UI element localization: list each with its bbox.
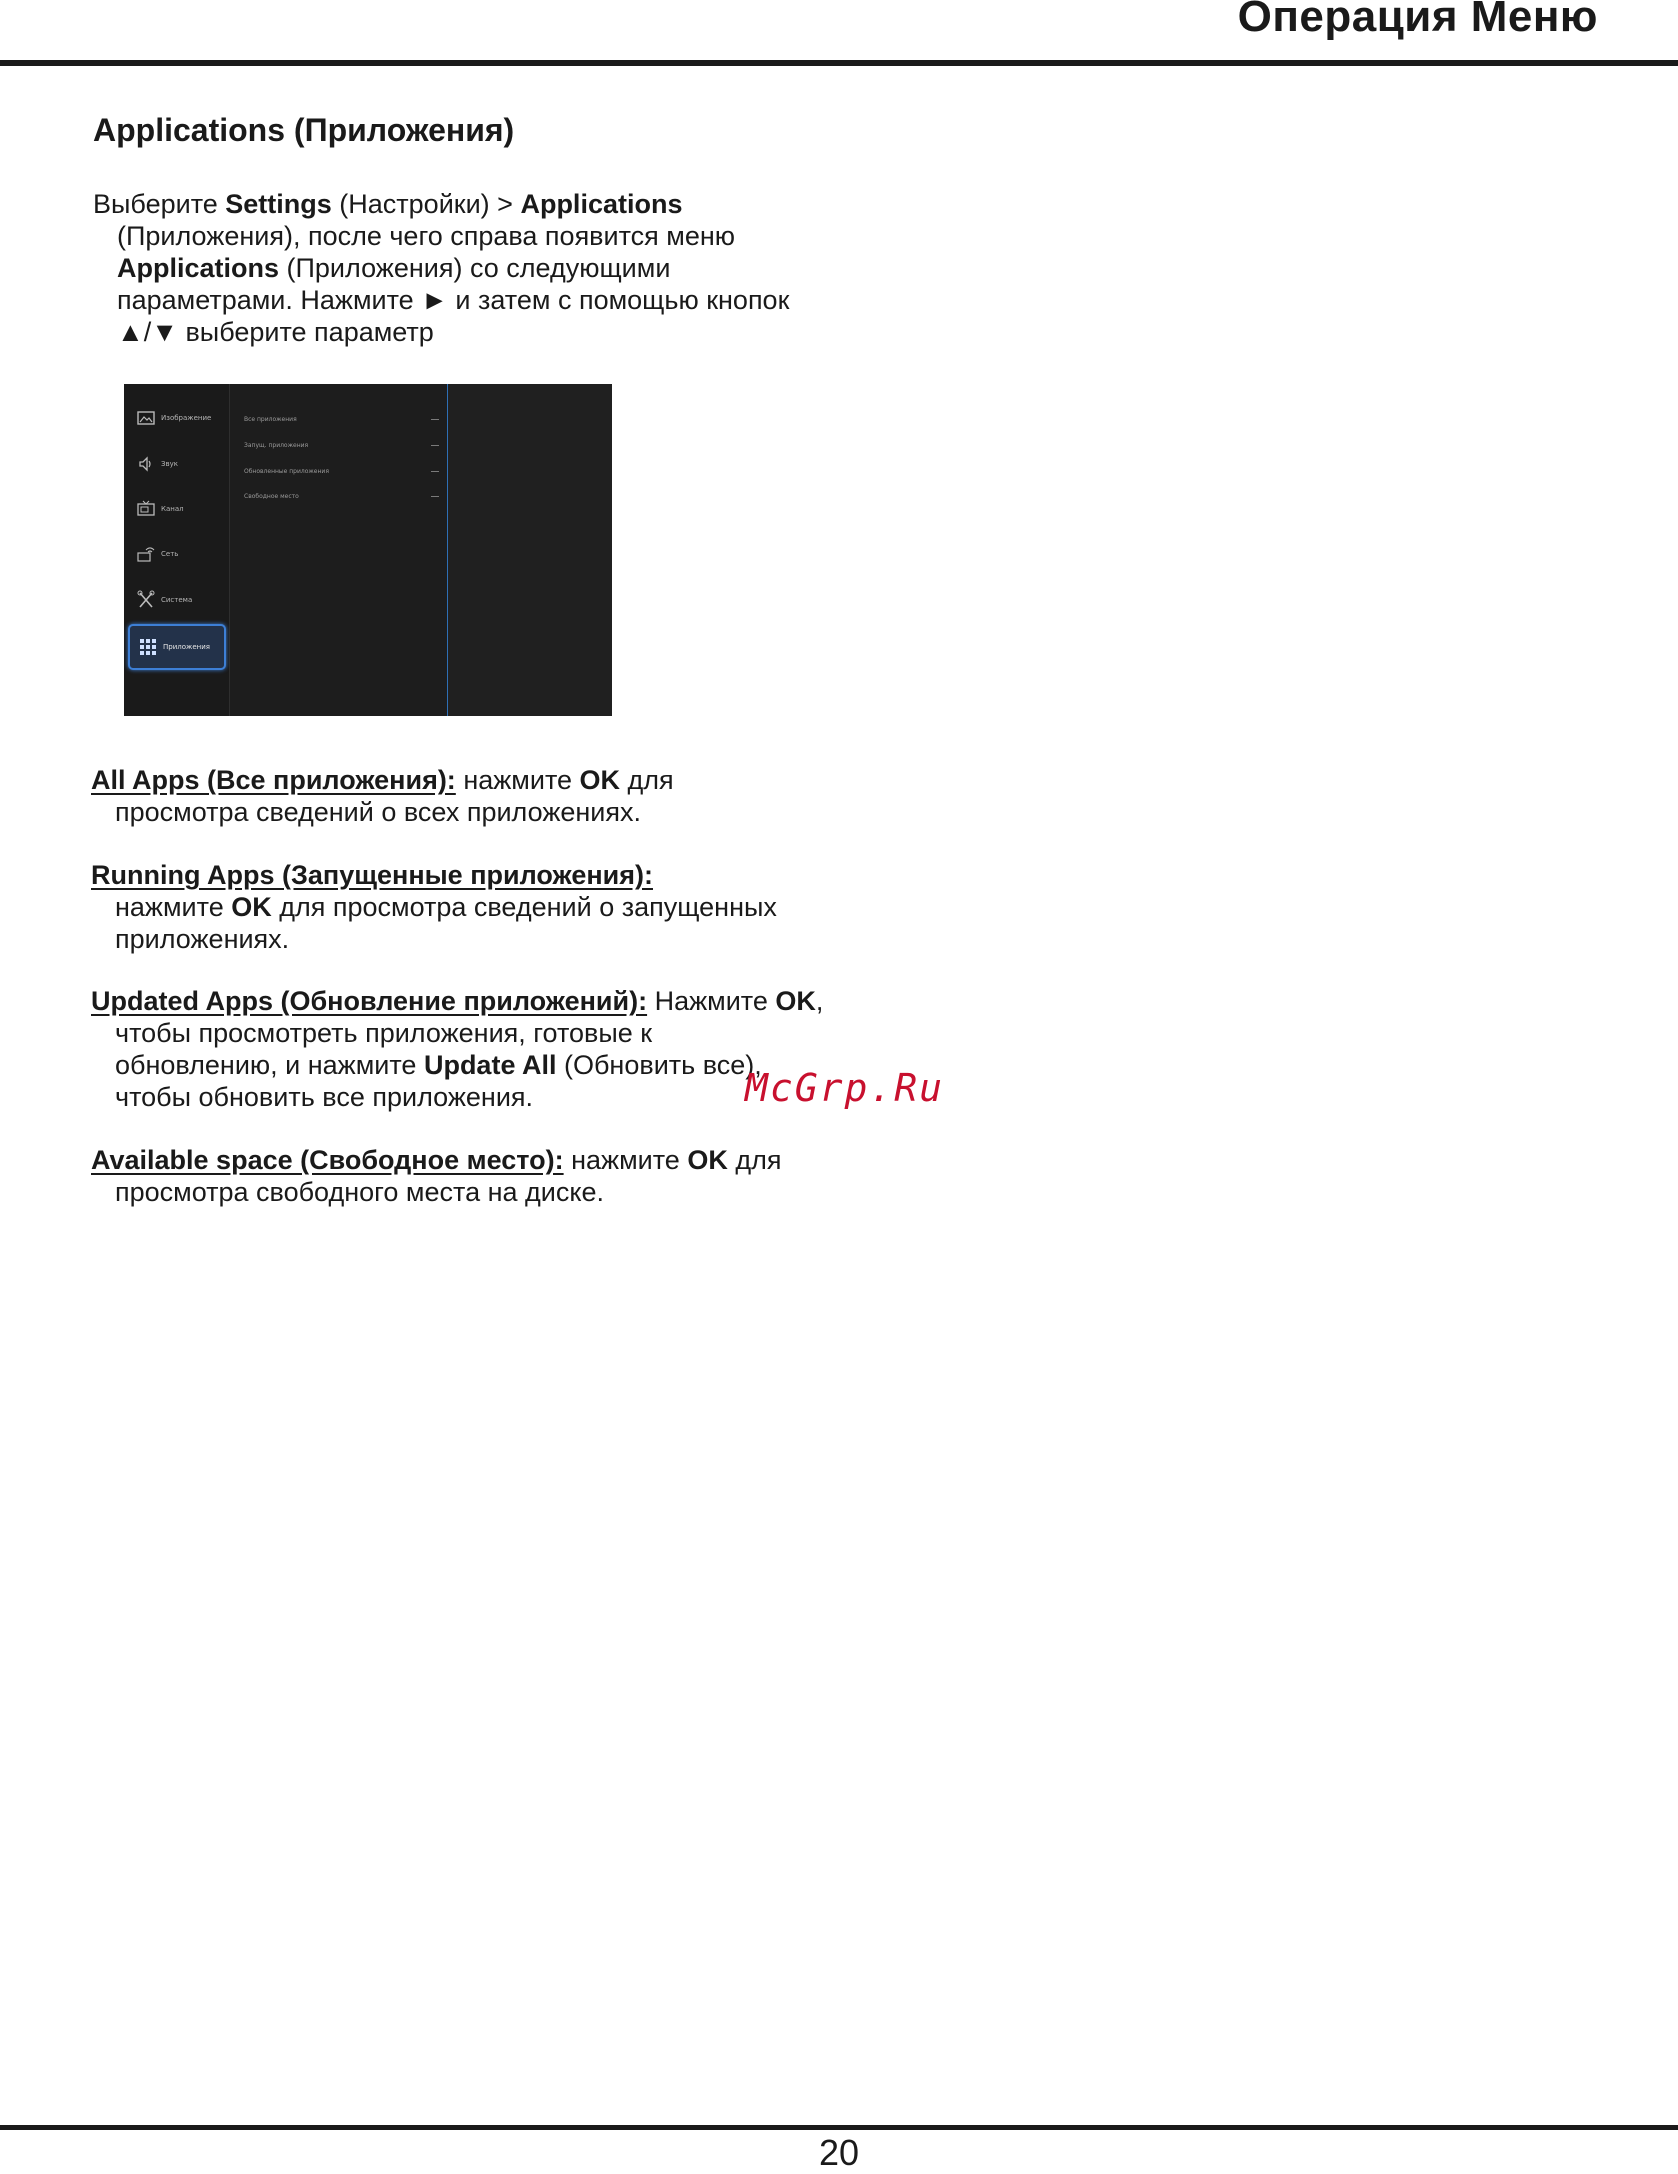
section-title: Applications (Приложения): [93, 112, 515, 148]
intro-text: Выберите: [93, 189, 226, 219]
tv-sidebar-label: Канал: [161, 505, 184, 513]
item-text: Нажмите: [647, 986, 776, 1016]
item-text: для: [620, 765, 674, 795]
updated-apps-line-4: чтобы обновить все приложения.: [115, 1082, 534, 1112]
item-text: для просмотра сведений о запущенных: [271, 892, 777, 922]
item-text: нажмите: [455, 765, 580, 795]
tv-sidebar-label: Приложения: [163, 643, 210, 651]
item-text: нажмите: [115, 892, 232, 922]
all-apps-line-1: [91, 764, 911, 796]
item-text: для: [727, 1145, 782, 1175]
intro-text: (Приложения) со следующими: [279, 253, 671, 283]
running-apps-line-2: [91, 891, 911, 923]
applications-term: Applications: [520, 189, 683, 219]
tv-sidebar-item-applications: [128, 624, 226, 670]
tools-icon: [136, 590, 156, 610]
tv-sidebar-item-sound: [128, 444, 226, 484]
settings-term: Settings: [225, 189, 332, 219]
tv-menu-preview-area: [447, 384, 612, 716]
item-text: (Обновить все),: [556, 1050, 762, 1080]
tv-option-row: [244, 412, 439, 426]
updated-apps-line-2: чтобы просмотреть приложения, готовые к: [115, 1018, 653, 1048]
watermark: McGrp.Ru: [745, 1066, 945, 1110]
tv-sidebar-label: Звук: [161, 460, 178, 468]
footer-divider: [0, 2125, 1678, 2130]
updated-apps-line-1: [91, 985, 911, 1017]
running-apps-line-3: приложениях.: [115, 924, 290, 954]
tv-option-label: Запущ. приложения: [244, 441, 309, 449]
tv-option-label: Все приложения: [244, 415, 297, 423]
tv-menu-sidebar: [124, 384, 230, 716]
tv-sidebar-item-network: [128, 534, 226, 574]
running-apps-title: Running Apps (Запущенные приложения):: [91, 860, 653, 890]
tv-menu-screenshot: [124, 384, 612, 716]
tv-sidebar-item-channel: [128, 489, 226, 529]
available-space-line-1: [91, 1144, 911, 1176]
tv-sidebar-item-picture: [128, 398, 226, 438]
available-space-item: [91, 1144, 911, 1208]
intro-line-1: [93, 188, 853, 220]
intro-line-2: (Приложения), после чего справа появится меню: [117, 221, 736, 251]
intro-line-3: [93, 252, 853, 284]
ok-term: OK: [687, 1145, 728, 1175]
available-space-title: Available space (Свободное место):: [91, 1145, 564, 1175]
all-apps-item: [91, 764, 911, 828]
header-divider: [0, 60, 1678, 66]
tv-sidebar-label: Система: [161, 596, 193, 604]
speaker-icon: [136, 454, 156, 474]
tv-option-row: [244, 464, 439, 478]
tv-option-dash: [431, 419, 439, 420]
tv-sidebar-label: Сеть: [161, 550, 179, 558]
tv-sidebar-label: Изображение: [161, 414, 212, 422]
apps-grid-icon: [138, 637, 158, 657]
ok-term: OK: [579, 765, 621, 795]
intro-line-5: ▲/▼ выберите параметр: [117, 317, 434, 347]
page-number: 20: [818, 2132, 860, 2173]
applications-term: Applications: [117, 253, 280, 283]
available-space-line-2: просмотра свободного места на диске.: [115, 1177, 604, 1207]
all-apps-title: All Apps (Все приложения):: [91, 765, 456, 795]
updated-apps-title: Updated Apps (Обновление приложений):: [91, 986, 648, 1016]
tv-option-row: [244, 489, 439, 503]
picture-icon: [136, 408, 156, 428]
network-icon: [136, 544, 156, 564]
all-apps-line-2: просмотра сведений о всех приложениях.: [115, 797, 642, 827]
tv-sidebar-item-system: [128, 580, 226, 620]
item-text: ,: [815, 986, 824, 1016]
tv-channel-icon: [136, 499, 156, 519]
tv-option-row: [244, 438, 439, 452]
update-all-term: Update All: [423, 1050, 557, 1080]
intro-line-4: параметрами. Нажмите ► и затем с помощью кнопок: [117, 285, 790, 315]
page-header-title: Операция Меню: [1237, 0, 1598, 41]
item-text: обновлению, и нажмите: [115, 1050, 424, 1080]
running-apps-item: [91, 859, 911, 955]
ok-term: OK: [775, 986, 816, 1016]
tv-option-dash: [431, 496, 439, 497]
intro-paragraph: [93, 188, 853, 348]
tv-option-dash: [431, 471, 439, 472]
item-text: нажмите: [563, 1145, 688, 1175]
tv-option-label: Свободное место: [244, 492, 299, 500]
tv-option-dash: [431, 445, 439, 446]
tv-option-label: Обновленные приложения: [244, 467, 329, 475]
ok-term: OK: [231, 892, 272, 922]
intro-text: (Настройки) >: [331, 189, 521, 219]
